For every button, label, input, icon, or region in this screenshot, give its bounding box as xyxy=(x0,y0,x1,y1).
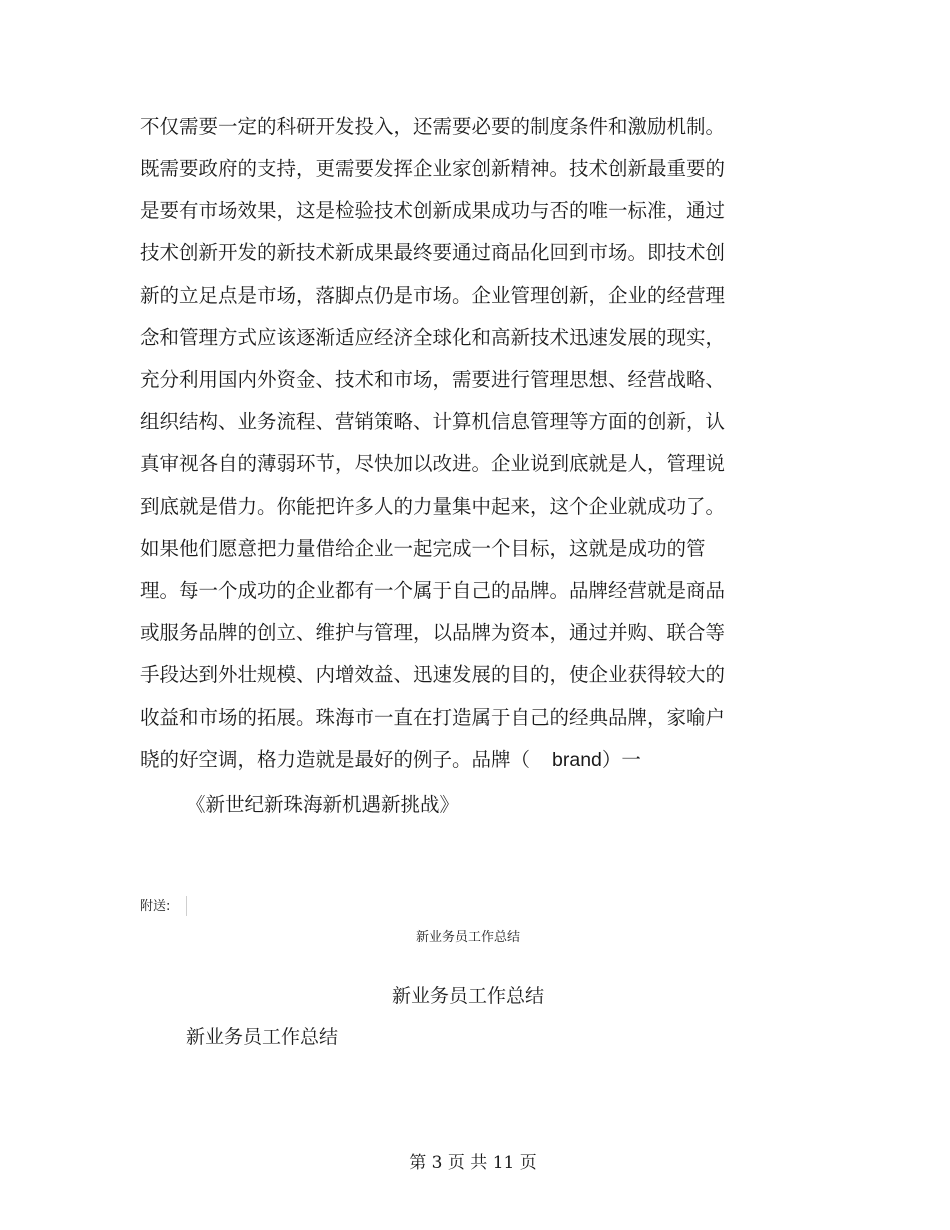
body-line: 技术创新开发的新技术新成果最终要通过商品化回到市场。即技术创 xyxy=(140,241,726,264)
body-line: 理。每一个成功的企业都有一个属于自己的品牌。品牌经营就是商品 xyxy=(140,579,726,602)
attachment-small-title: 新业务员工作总结 xyxy=(415,930,520,945)
body-line: 组织结构、业务流程、营销策略、计算机信息管理等方面的创新，认 xyxy=(140,410,726,433)
body-line: 充分利用国内外资金、技术和市场，需要进行管理思想、经营战略、 xyxy=(140,368,726,391)
body-line: 手段达到外壮规模、内增效益、迅速发展的目的，使企业获得较大的 xyxy=(140,663,726,686)
body-line: 到底就是借力。你能把许多人的力量集中起来，这个企业就成功了。 xyxy=(140,495,726,518)
body-line: 真审视各自的薄弱环节，尽快加以改进。企业说到底就是人，管理说 xyxy=(140,452,726,475)
attachment-title: 新业务员工作总结 xyxy=(391,985,544,1007)
attachment-label: 附送: xyxy=(140,899,171,914)
body-line: 念和管理方式应该逐渐适应经济全球化和高新技术迅速发展的现实， xyxy=(140,326,726,349)
body-line: 或服务品牌的创立、维护与管理，以品牌为资本，通过并购、联合等 xyxy=(140,621,726,644)
body-line: 如果他们愿意把力量借给企业一起完成一个目标，这就是成功的管 xyxy=(140,537,706,560)
body-line-last-suffix: ）一 xyxy=(601,748,641,771)
body-line-last xyxy=(140,748,641,772)
page-footer: 第 3 页 共 11 页 xyxy=(409,1153,537,1173)
attachment-subtitle: 新业务员工作总结 xyxy=(186,1026,339,1048)
attachment-divider xyxy=(186,896,187,916)
body-line: 是要有市场效果，这是检验技术创新成果成功与否的唯一标准，通过 xyxy=(140,199,726,222)
body-line: 新的立足点是市场，落脚点仍是市场。企业管理创新，企业的经营理 xyxy=(140,284,726,307)
brand-word: brand xyxy=(552,749,602,771)
body-line: 既需要政府的支持，更需要发挥企业家创新精神。技术创新最重要的 xyxy=(140,157,726,180)
body-line-last-prefix: 晓的好空调，格力造就是最好的例子。品牌（ xyxy=(140,748,531,771)
body-line: 不仅需要一定的科研开发投入，还需要必要的制度条件和激励机制。 xyxy=(140,115,726,138)
citation: 《新世纪新珠海新机遇新挑战》 xyxy=(186,793,460,816)
body-line: 收益和市场的拓展。珠海市一直在打造属于自己的经典品牌，家喻户 xyxy=(140,706,726,729)
